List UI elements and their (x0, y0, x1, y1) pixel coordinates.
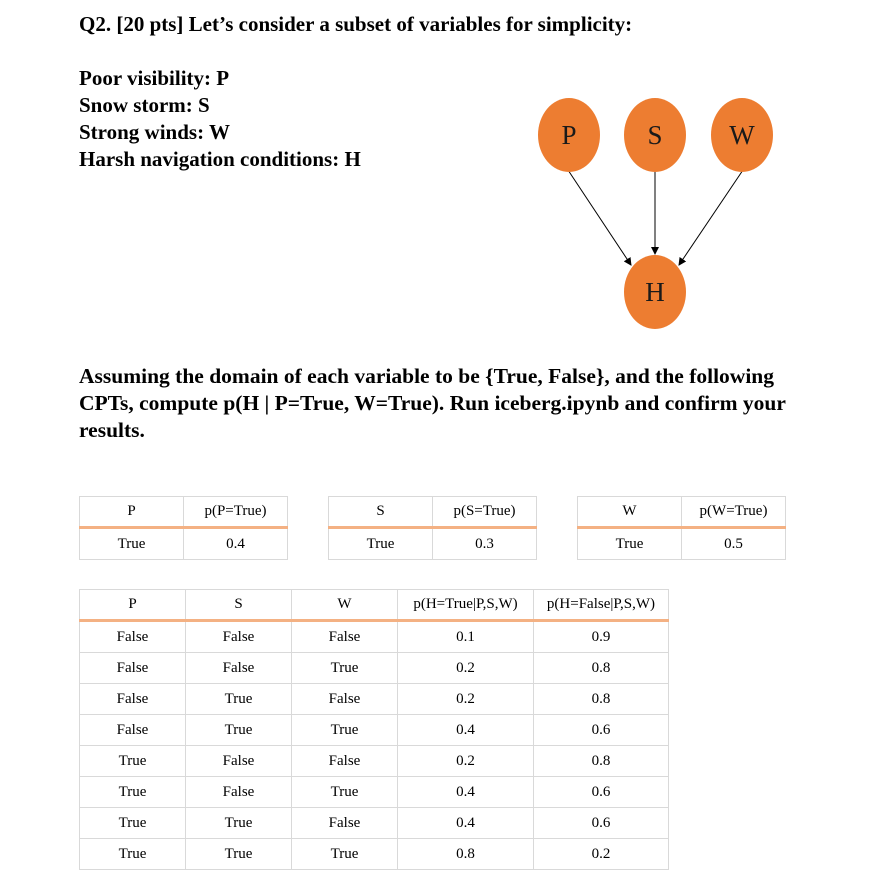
table-cell: True (186, 684, 292, 715)
table-header: W (578, 497, 682, 528)
table-cell: True (80, 777, 186, 808)
cpt-table-h (79, 589, 669, 870)
table-row (80, 777, 669, 808)
table-cell: 0.6 (534, 808, 669, 839)
question-title: Q2. [20 pts] Let’s consider a subset of variables for simplicity: (79, 12, 633, 36)
node-s: S (624, 98, 686, 172)
table-cell: False (292, 746, 398, 777)
bayes-network-edges (0, 0, 891, 340)
variable-h: Harsh navigation conditions: H (79, 147, 361, 171)
table-cell: 0.2 (398, 684, 534, 715)
table-cell: False (186, 777, 292, 808)
node-w: W (711, 98, 773, 172)
table-cell: 0.4 (398, 777, 534, 808)
table-cell: False (186, 746, 292, 777)
table-header: P (80, 497, 184, 528)
table-row (329, 528, 537, 560)
table-cell: False (80, 621, 186, 653)
table-cell: True (292, 839, 398, 870)
table-cell: True (186, 715, 292, 746)
table-cell: False (186, 653, 292, 684)
table-cell: True (80, 746, 186, 777)
table-cell: True (292, 653, 398, 684)
table-row (80, 684, 669, 715)
instruction-paragraph (79, 363, 869, 444)
table-cell: False (292, 684, 398, 715)
table-cell: False (186, 621, 292, 653)
table-header: S (186, 590, 292, 621)
cpt-table-p (79, 496, 288, 560)
table-header: p(W=True) (682, 497, 786, 528)
table-cell: 0.8 (398, 839, 534, 870)
table-header: p(H=False|P,S,W) (534, 590, 669, 621)
node-p: P (538, 98, 600, 172)
table-row (578, 528, 786, 560)
table-header: S (329, 497, 433, 528)
table-cell: 0.9 (534, 621, 669, 653)
cpt-table-s (328, 496, 537, 560)
edge-w-to-h (679, 170, 743, 265)
variable-p: Poor visibility: P (79, 66, 230, 90)
table-cell: True (292, 777, 398, 808)
table-cell: False (292, 808, 398, 839)
table-cell: False (292, 621, 398, 653)
table-cell: False (80, 715, 186, 746)
table-cell: 0.2 (398, 653, 534, 684)
table-cell: True (292, 715, 398, 746)
table-row (80, 621, 669, 653)
table-cell: 0.5 (682, 528, 786, 560)
table-cell: 0.4 (184, 528, 288, 560)
table-cell: True (80, 839, 186, 870)
table-row (80, 715, 669, 746)
table-cell: True (80, 808, 186, 839)
instruction-line: CPTs, compute p(H | P=True, W=True). Run iceberg.ipynb and confirm your (79, 391, 786, 415)
table-cell: True (186, 839, 292, 870)
table-cell: 0.2 (534, 839, 669, 870)
table-cell: True (329, 528, 433, 560)
table-row (80, 528, 288, 560)
table-header: p(H=True|P,S,W) (398, 590, 534, 621)
table-cell: 0.4 (398, 808, 534, 839)
table-header: p(P=True) (184, 497, 288, 528)
table-cell: True (80, 528, 184, 560)
instruction-line: results. (79, 418, 145, 442)
cpt-table-w (577, 496, 786, 560)
table-cell: False (80, 653, 186, 684)
instruction-line: Assuming the domain of each variable to be {True, False}, and the following (79, 364, 775, 388)
table-row (80, 808, 669, 839)
table-cell: 0.3 (433, 528, 537, 560)
table-cell: 0.2 (398, 746, 534, 777)
table-header: P (80, 590, 186, 621)
table-cell: True (578, 528, 682, 560)
table-cell: False (80, 684, 186, 715)
node-h: H (624, 255, 686, 329)
table-cell: 0.8 (534, 746, 669, 777)
table-cell: 0.4 (398, 715, 534, 746)
table-header: W (292, 590, 398, 621)
table-row (80, 839, 669, 870)
table-cell: 0.8 (534, 653, 669, 684)
variable-w: Strong winds: W (79, 120, 230, 144)
edge-p-to-h (568, 170, 631, 265)
table-cell: 0.8 (534, 684, 669, 715)
table-header: p(S=True) (433, 497, 537, 528)
table-cell: 0.1 (398, 621, 534, 653)
table-cell: 0.6 (534, 777, 669, 808)
variable-s: Snow storm: S (79, 93, 210, 117)
table-cell: 0.6 (534, 715, 669, 746)
table-row (80, 746, 669, 777)
table-row (80, 653, 669, 684)
table-cell: True (186, 808, 292, 839)
